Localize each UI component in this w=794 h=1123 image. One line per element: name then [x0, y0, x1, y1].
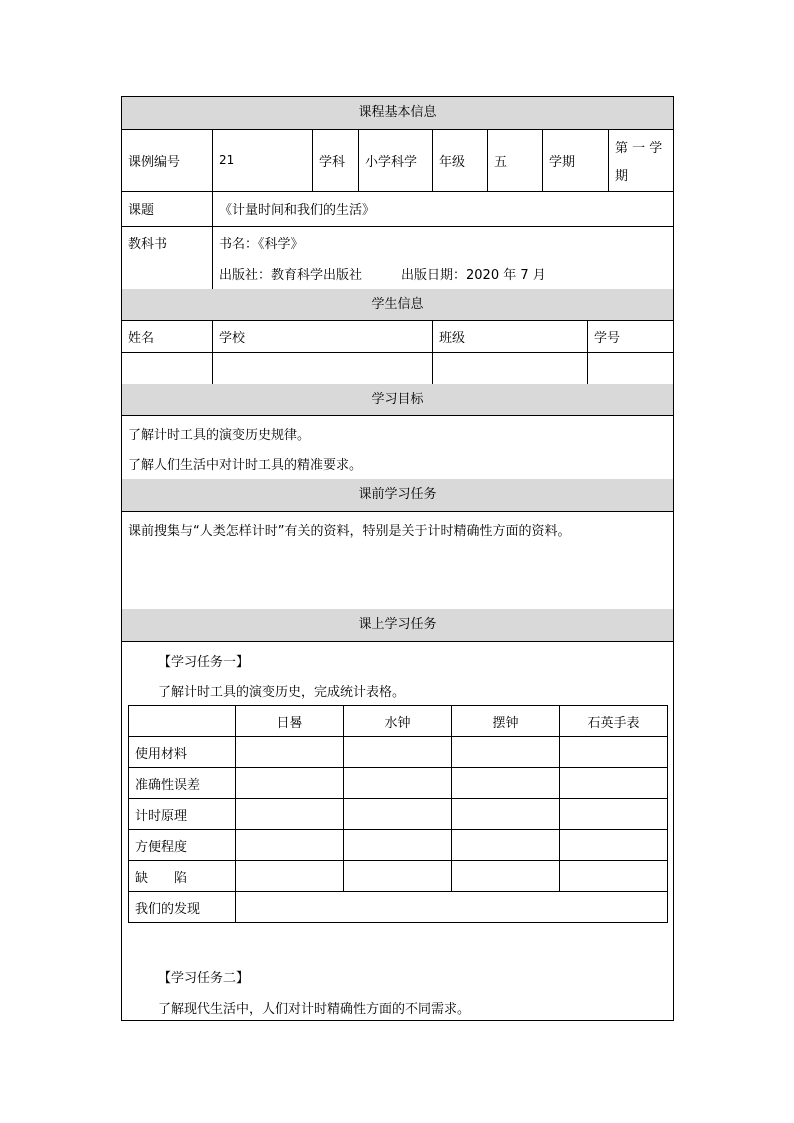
subject-value: 小学科学 [359, 129, 433, 191]
term-value: 第 一 学 期 [615, 141, 663, 184]
objective-2: 了解人们生活中对计时工具的精准要求。 [128, 458, 363, 473]
table-cell[interactable] [344, 830, 452, 861]
table-cell[interactable] [560, 861, 668, 892]
column-pendulum-clock: 摆钟 [452, 706, 560, 737]
pre-task-text: 课前搜集与“人类怎样计时”有关的资料，特别是关于计时精确性方面的资料。 [128, 524, 571, 539]
table-row [129, 830, 668, 861]
objectives-content [122, 415, 673, 480]
subject-label: 学科 [313, 129, 359, 191]
textbook-row [122, 226, 673, 290]
student-label-row [122, 320, 673, 353]
table-row [129, 768, 668, 799]
table-cell[interactable] [452, 861, 560, 892]
table-cell[interactable] [452, 830, 560, 861]
row-label: 缺 陷 [129, 861, 236, 892]
student-id-field[interactable] [588, 352, 673, 384]
textbook-info [213, 226, 673, 289]
class-field[interactable] [433, 352, 588, 384]
section-header-objectives: 学习目标 [122, 384, 673, 416]
case-no-value: 21 [213, 129, 313, 191]
row-label: 准确性误差 [129, 768, 236, 799]
table-row [129, 861, 668, 892]
findings-row [129, 892, 668, 923]
publisher: 出版社：教育科学出版社 [219, 268, 363, 283]
table-cell[interactable] [236, 861, 344, 892]
task2-title: 【学习任务二】 [158, 971, 250, 986]
task2-description: 了解现代生活中，人们对计时精确性方面的不同需求。 [158, 1002, 471, 1017]
name-field[interactable] [122, 352, 213, 384]
timekeeping-tools-table [128, 705, 668, 923]
table-row [129, 799, 668, 830]
school-field[interactable] [213, 352, 433, 384]
table-cell[interactable] [344, 737, 452, 768]
school-label: 学校 [213, 320, 433, 352]
table-cell[interactable] [344, 861, 452, 892]
student-value-row [122, 352, 673, 385]
column-water-clock: 水钟 [344, 706, 452, 737]
topic-label: 课题 [122, 191, 213, 226]
table-cell[interactable] [236, 830, 344, 861]
table-cell[interactable] [560, 737, 668, 768]
topic-value: 《计量时间和我们的生活》 [219, 203, 376, 218]
table-cell[interactable] [560, 768, 668, 799]
objective-1: 了解计时工具的演变历史规律。 [128, 428, 311, 443]
table-cell[interactable] [560, 830, 668, 861]
table-header-corner [129, 706, 236, 737]
task1-description: 了解计时工具的演变历史，完成统计表格。 [158, 685, 406, 700]
name-label: 姓名 [122, 320, 213, 352]
table-row [129, 737, 668, 768]
section-header-pre-tasks: 课前学习任务 [122, 479, 673, 512]
table-cell[interactable] [236, 799, 344, 830]
textbook-label: 教科书 [122, 226, 213, 289]
column-quartz-watch: 石英手表 [560, 706, 668, 737]
topic-row [122, 191, 673, 227]
table-cell[interactable] [344, 799, 452, 830]
book-name: 书名：《科学》 [219, 237, 304, 252]
publish-date: 出版日期：2020 年 7 月 [401, 268, 546, 283]
section-header-class-tasks: 课上学习任务 [122, 609, 673, 642]
worksheet-table [121, 96, 674, 1021]
table-cell[interactable] [236, 768, 344, 799]
findings-field[interactable] [236, 892, 668, 923]
table-cell[interactable] [452, 768, 560, 799]
row-label: 使用材料 [129, 737, 236, 768]
table-cell[interactable] [344, 768, 452, 799]
case-no-label: 课例编号 [122, 129, 213, 191]
student-id-label: 学号 [594, 330, 621, 346]
section-header-basic-info: 课程基本信息 [122, 97, 673, 130]
task1-title: 【学习任务一】 [158, 655, 250, 670]
section-header-student-info: 学生信息 [122, 289, 673, 321]
table-cell[interactable] [560, 799, 668, 830]
course-info-row [122, 129, 673, 192]
row-label: 计时原理 [129, 799, 236, 830]
table-cell[interactable] [452, 737, 560, 768]
table-cell[interactable] [236, 737, 344, 768]
column-sundial: 日晷 [236, 706, 344, 737]
findings-label: 我们的发现 [129, 892, 236, 923]
grade-value: 五 [488, 129, 543, 191]
class-label: 班级 [433, 320, 588, 352]
row-label: 方便程度 [129, 830, 236, 861]
table-header-row [129, 706, 668, 737]
term-label: 学期 [543, 129, 609, 191]
grade-label: 年级 [433, 129, 488, 191]
table-cell[interactable] [452, 799, 560, 830]
pre-task-content [122, 511, 673, 610]
